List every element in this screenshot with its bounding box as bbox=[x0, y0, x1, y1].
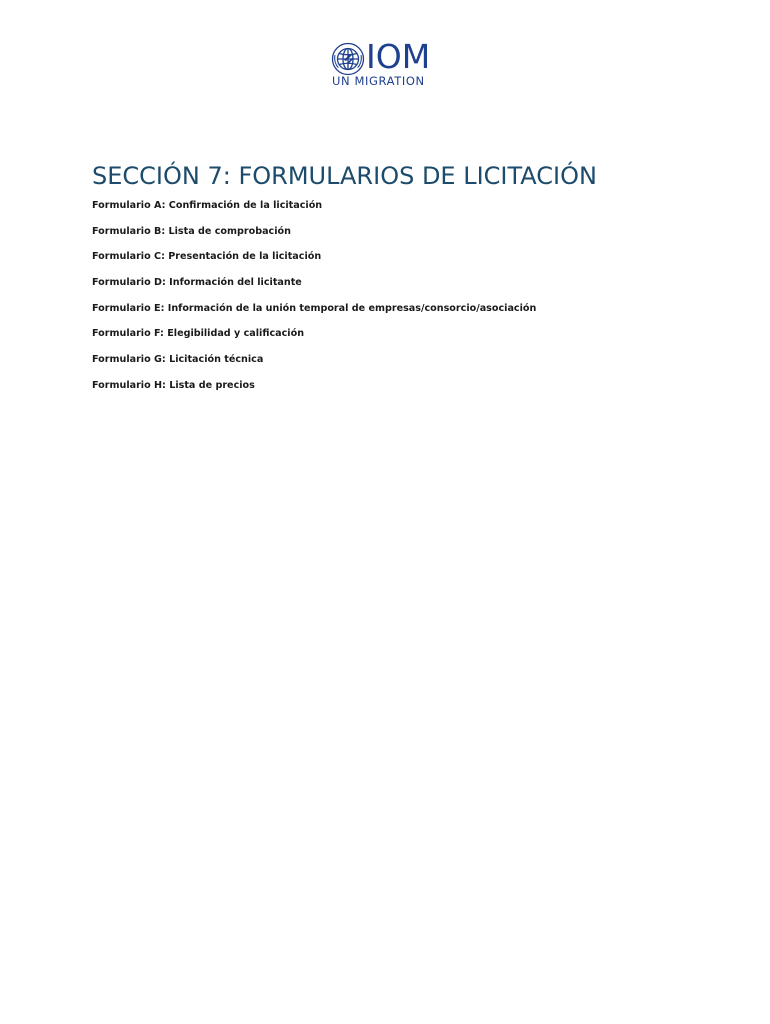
logo-wordmark: IOM bbox=[366, 37, 431, 76]
form-item-b: Formulario B: Lista de comprobación bbox=[92, 225, 291, 237]
form-item-a: Formulario A: Confirmación de la licitación bbox=[92, 200, 323, 211]
form-item-e: Formulario E: Información de la unión temporal de empresas/consorcio/asociación bbox=[92, 302, 537, 314]
form-item-g: Formulario G: Licitación técnica bbox=[92, 354, 264, 366]
un-emblem-icon bbox=[331, 42, 365, 76]
section-title: SECCIÓN 7: FORMULARIOS DE LICITACIÓN bbox=[92, 162, 597, 190]
form-item-f: Formulario F: Elegibilidad y calificación bbox=[92, 328, 305, 340]
form-item-h: Formulario H: Lista de precios bbox=[92, 379, 255, 391]
forms-list bbox=[92, 197, 536, 403]
iom-logo bbox=[331, 37, 451, 88]
form-item-d: Formulario D: Información del licitante bbox=[92, 277, 302, 289]
logo-subtitle: UN MIGRATION bbox=[332, 74, 425, 88]
form-item-c: Formulario C: Presentación de la licitación bbox=[92, 251, 322, 263]
